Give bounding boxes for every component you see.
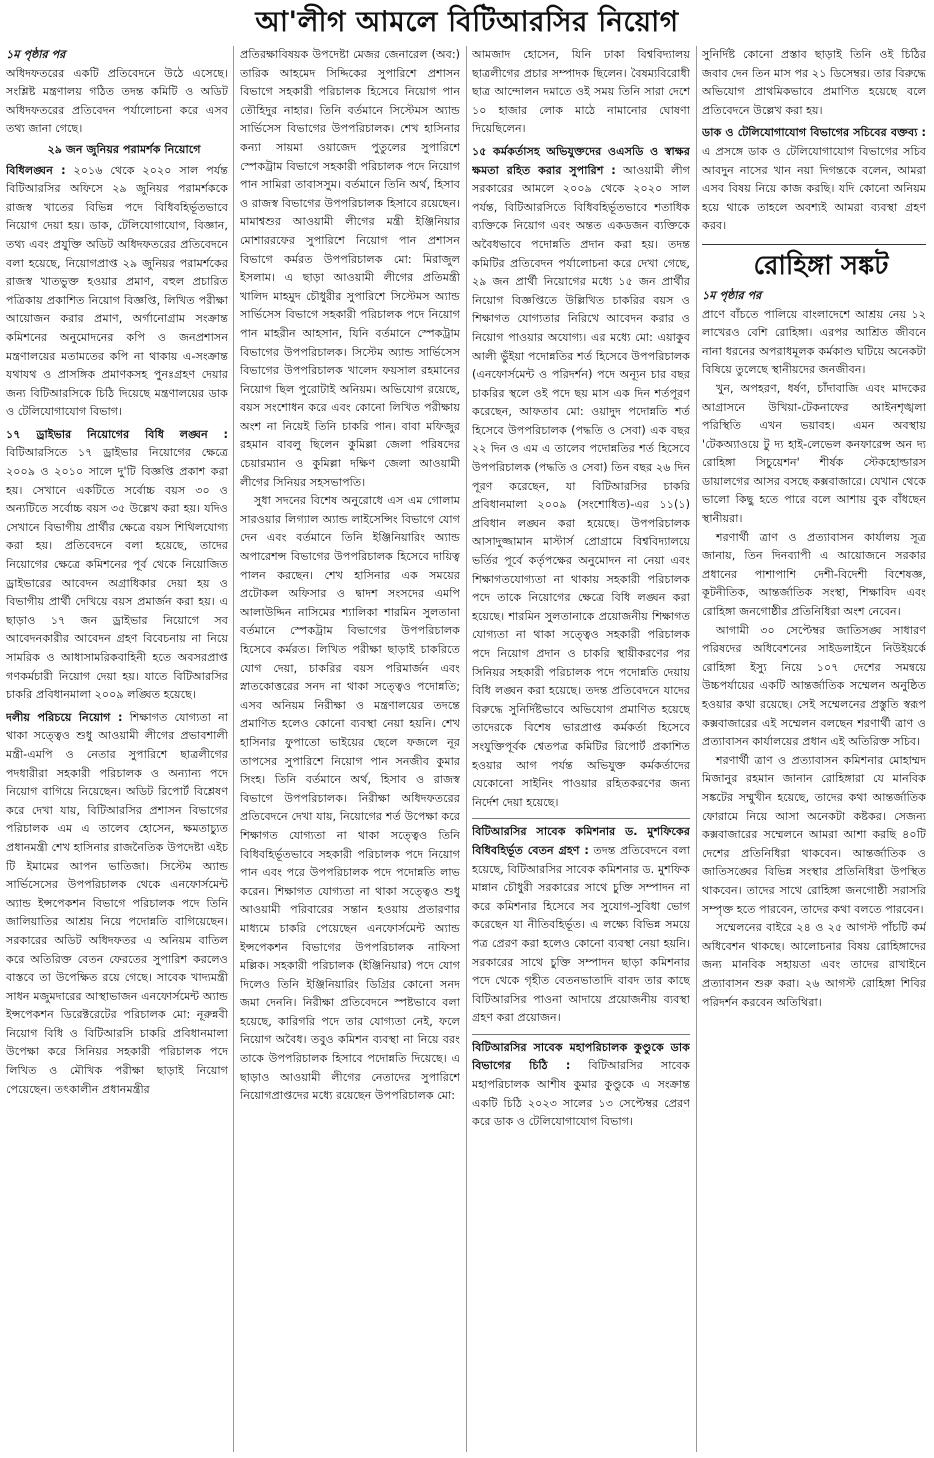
column-divider [233, 46, 234, 1452]
paragraph-text: বিটিআরসিতে ১৭ ড্রাইভার নিয়োগের ক্ষেত্রে ২০০৯ ও ২০১০ সালে দু'টি বিজ্ঞপ্তি প্রকাশ করা হয়। সেখানে একটিতে সর্বোচ্চ বয়স ৩০ ও অন্যটিতে সর্বোচ্চ বয়স ৩৫ উল্লেখ করা হয়। যদিও সেখানে বিভাগীয় প্রার্থীর ক্ষেত্রে বয়স শিথিলযোগ্য করা হয়। প্রতিবেদনে বলা হয়েছে, তাদের নিয়োগের ক্ষেত্রে কমিশনের পূর্ব থেকে নিয়োজিত ড্রাইভারের আবেদন অগ্রাধিকার দেয়া হয় ও বিভাগীয় প্রার্থী দেখিয়ে বয়স প্রমার্জন করা হয়। এ ছাড়াও ১৭ জন ড্রাইভার নিয়োগে সব আবেদনকারীর আবেদন গ্রহণ বিবেচনায় না নিয়ে সামরিক ও আধাসামরিকবাহিনী হতে অবসরপ্রাপ্ত গণকর্মচারী নিয়োগ দেয়া হয়। যাতে বিটিআরসির চাকরি প্রবিধানমালা ২০০৯ লঙ্ঘিত হয়েছে। [6, 446, 228, 702]
headline: আ'লীগ আমলে বিটিআরসির নিয়োগ [255, 5, 679, 38]
column-divider [696, 46, 697, 1452]
article-column-2 [240, 46, 460, 1452]
paragraph [6, 426, 228, 705]
info-box [472, 1034, 690, 1132]
paragraph: প্রাণে বাঁচতে পালিয়ে বাংলাদেশে আশ্রয় নেয় ১২ লাখেরও বেশি রোহিঙ্গা। এরপর আশ্রিত জীবনে নানা ধরনের অপরাধমূলক কর্মকাণ্ড ঘটিয়ে অনেকটা বিষিয়ে তুলেছে স্থানীয়দের জনজীবন। [702, 307, 926, 377]
column-divider [466, 46, 467, 1452]
paragraph: আমজাদ হোসেন, যিনি ঢাকা বিশ্ববিদ্যালয় ছাত্রলীগের প্রচার সম্পাদক ছিলেন। বৈষম্যবিরোধী ছাত্র আন্দোলন দমাতে ওই সময় তিনি সারা দেশে ১০ হাজার লোক মাঠে নামানোর ঘোষণা দিয়েছিলেন। [472, 48, 690, 136]
info-box [472, 818, 690, 1028]
box-heading: বিটিআরসির সাবেক কমিশনার ড. মুশফিকের বিধিবহির্ভূত বেতন গ্রহণ : [472, 825, 690, 857]
paragraph: সম্মেলনের বাইরে ২৪ ও ২৫ আগস্ট পাঁচটি কর্ম অধিবেশন থাকছে। আলোচনার বিষয় রোহিঙ্গাদের জন্য মানবিক সহায়তা এবং তাদের রাখাইনে প্রত্যাবাসন শুরু করা। ২৬ আগস্ট রোহিঙ্গা শিবির পরিদর্শন করবেন অতিথিরা। [702, 921, 926, 1009]
lead-in: ডাক ও টেলিযোগাযোগ বিভাগের সচিবের বক্তব্য : [702, 126, 926, 140]
paragraph [472, 1039, 690, 1132]
paragraph [6, 162, 228, 422]
paragraph: সুনির্দিষ্ট কোনো প্রস্তাব ছাড়াই তিনি ওই চিঠির জবাব দেন তিন মাস পর ২১ ডিসেম্বর। তার বিরুদ্ধে অভিযোগ প্রাথমিকভাবে প্রমাণিত হয়েছে বলে প্রতিবেদনে উল্লেখ করা হয়। [702, 48, 926, 117]
paragraph [6, 709, 228, 1099]
paragraph: প্রতিরক্ষাবিষয়ক উপদেষ্টা মেজর জেনারেল (অব:) তারিক আহমেদ সিদ্দিকের সুপারিশে প্রশাসন বিভাগে সহকারী পরিচালক হিসেবে নিয়োগ পান তৌহিদুর নাহার। তিনি বর্তমানে সিস্টেমস অ্যান্ড সার্ভিসেস বিভাগের উপপরিচালক। শেখ হাসিনার কন্যা সায়মা ওয়াজেদ পুতুলের সুপারিশে স্পেকট্রাম বিভাগে সহকারী পরিচালক পদে নিয়োগ পান সামিরা তাবাসসুম। বর্তমানে তিনি অর্থ, হিসাব ও রাজস্ব বিভাগের উপপরিচালক হিসাবে রয়েছেন। মামাশ্বশুর আওয়ামী লীগের মন্ত্রী ইঞ্জিনিয়ার মোশাররফের সুপারিশে নিয়োগ পান প্রশাসন বিভাগে কর্মরত উপপরিচালক মো: মিরাজুল ইসলাম। এ ছাড়া আওয়ামী লীগের প্রতিমন্ত্রী খালিদ মাহমুদ চৌধুরীর সুপারিশে সিস্টেমস অ্যান্ড সার্ভিসেস বিভাগে সহকারী পরিচালক পদে নিয়োগ পান মাহরীন আহসান, যিনি বর্তমানে স্পেকট্রাম বিভাগের উপপরিচালক। সিস্টেম অ্যান্ড সার্ভিসেস বিভাগের উপপরিচালক খালেদ ফয়সাল রহমানের নিয়োগ ছিল পুরোটাই অনিয়ম। অভিযোগ রয়েছে, বয়স সংশোধন করে এবং কোনো লিখিত পরীক্ষায় অংশ না নিয়েই তিনি চাকরি পান। বাবা মফিজুর রহমান বাবলু ছিলেন কুমিল্লা জেলা পরিষদের চেয়ারম্যান ও কুমিল্লা দক্ষিণ জেলা আওয়ামী লীগের সিনিয়র সহসভাপতি। [240, 48, 460, 489]
paragraph-text: আওয়ামী লীগ সরকারের আমলে ২০০৯ থেকে ২০২০ সাল পর্যন্ত, বিটিআরসিতে বিধিবহির্ভূতভাবে শতাধিক ব্যক্তিকে নিয়োগ এবং অন্তত একডজন ব্যক্তিকে অবৈধভাবে পদোন্নতি প্রদান করা হয়। তদন্ত কমিটির প্রতিবেদন পর্যালোচনা করে দেখা গেছে, ২৯ জন প্রার্থী নিয়োগের মধ্যে ১৫ জন প্রার্থীর নিয়োগ বিজ্ঞপ্তিতে উল্লিখিত চাকরির বয়স ও শিক্ষাগত যোগ্যতার নিরিখে আবেদন করার ও নিয়োগ পাওয়ার অযোগ্য। এর মধ্যে মো: এয়াকুব আলী ভুঁইয়া পদোন্নতির শর্ত হিসেবে উপপরিচালক (এনফোর্সমেন্ট ও পরিদর্শন) পদে অন্যূন চার বছর চাকরির স্থলে ওই পদে ছয় মাস এক দিন শর্তপূরণ করেছেন, আফতাব মো: ওয়াদুদ পদোন্নতি শর্ত হিসেবে উপপরিচালক (পদ্ধতি ও সেবা) এক বছর ২২ দিন ও এম এ তালেব পদোন্নতির শর্ত হিসেবে উপপরিচালক (পদ্ধতি ও সেবা) তিন বছর ২৬ দিন পূরণ করেছেন, যা বিটিআরসির চাকরি প্রবিধানমালা ২০০৯ (সংশোধিত)-এর ১১(১) প্রবিধান লঙ্ঘন করা হয়েছে। উপপরিচালক আসাদুজ্জামান মাস্টার্স প্রোগ্রামে বিশ্ববিদ্যালয়ে ভর্তির পূর্বে কর্তৃপক্ষের অনুমোদন না নেয়া এবং শিক্ষাগতযোগ্যতা না থাকায় সহকারী পরিচালক পদে তাকে নিয়োগের ক্ষেত্রে বিধি লঙ্ঘন করা হয়েছে। শারমিন সুলতানাকে প্রয়োজনীয় শিক্ষাগত যোগ্যতা না থাকা সত্ত্বেও সহকারী পরিচালক পদে নিয়োগ প্রদান ও চাকরি স্থায়ীকরণের পর সিনিয়র সহকারী পরিচালক পদে পদোন্নতি দেয়ায় বিধি লঙ্ঘন করা হয়েছে। তদন্ত প্রতিবেদনে যাদের বিরুদ্ধে সুনির্দিষ্টভাবে অভিযোগ প্রমাণিত হয়েছে তাদেরকে বিশেষ ভারপ্রাপ্ত কর্মকর্তা হিসেবে সংযুক্তিপূর্বক শ্বেতপত্র কমিটির রিপোর্ট প্রকাশিত হওয়ার আগ পর্যন্ত অভিযুক্ত কর্মকর্তাদের যেকোনো সাইনিং পাওয়ার রহিতকরণের জন্য নির্দেশ দেয়া হয়েছে। [472, 163, 690, 809]
paragraph: খুন, অপহরণ, ধর্ষণ, চাঁদাবাজি এবং মাদকের আগ্রাসনে উখিয়া-টেকনাফের আইনশৃঙ্খলা পরিস্থিতি এখন ভয়াবহ। এমন অবস্থায় 'টেকঅ্যাওয়ে টু দ্য হাই-লেভেল কনফারেন্স অন দ্য রোহিঙ্গা সিচুয়েশন' শীর্ষক স্টেকহোল্ডারস ডায়ালগের আসর বসছে কক্সবাজারে। যেখান থেকে ভালো কিছু হতে পারে বলে আশায় বুক বাঁধছেন স্থানীয়রা। [702, 381, 926, 526]
article-column-3 [472, 46, 690, 1452]
paragraph-text: তদন্ত প্রতিবেদনে বলা হয়েছে, বিটিআরসির সাবেক কমিশনার ড. মুশফিক মান্নান চৌধুরী সরকারের সাথে চুক্তি সম্পাদন না করে কমিশনার হিসেবে সব সুযোগ-সুবিধা ভোগ করেছেন যা নীতিবহির্ভূত। এ লক্ষ্যে বিভিন্ন সময়ে পত্র প্রেরণ করা হলেও কোনো ব্যবস্থা নেয়া হয়নি। সরকারের সাথে চুক্তি সম্পাদন ছাড়া কমিশনার পদে থেকে গৃহীত বেতনভাতাদি বাবদ তার কাছে বিটিআরসির পাওনা আদায়ে প্রয়োজনীয় ব্যবস্থা গ্রহণ করা প্রয়োজন। [472, 843, 690, 1025]
lead-in: বিধিলঙ্ঘন : [6, 163, 66, 177]
lead-in: দলীয় পরিচয়ে নিয়োগ : [6, 710, 123, 724]
paragraph-text: এ প্রসঙ্গে ডাক ও টেলিযোগাযোগ বিভাগের সচিব আবদুন নাসের খান নয়া দিগন্তকে বলেন, আমরা এসব বিষয় নিয়ে কাজ করছি। যদি কোনো অনিয়ম হয়ে থাকে তাহলে অবশ্যই আমরা ব্যবস্থা গ্রহণ করব। [702, 144, 926, 233]
paragraph [702, 124, 926, 236]
subheading: ২৯ জন জুনিয়র পরামর্শক নিয়োগে [47, 142, 201, 156]
paragraph [472, 143, 690, 812]
lead-in: ১৭ ড্রাইভার নিয়োগের বিধি লঙ্ঘন : [6, 427, 228, 441]
lead-in: ১৫ কর্মকর্তাসহ অভিযুক্তদের ওএসডি ও স্বাক্ষর ক্ষমতা রহিত করার সুপারিশ : [472, 144, 690, 177]
article-column-1 [6, 46, 228, 1452]
paragraph: শরণার্থী ত্রাণ ও প্রত্যাবাসন কমিশনার মোহাম্মদ মিজানুর রহমান জানান রোহিঙ্গারা যে মানবিক সঙ্কটের সম্মুখীন হয়েছে, তাদের কথা আন্তর্জাতিক ফোরামে নিয়ে আসা অনেকটা কষ্টকর। সেজন্য কক্সবাজারের সম্মেলনে আমরা আশা করছি ৪০টি দেশের প্রতিনিধিরা থাকবেন। আন্তর্জাতিক ও জাতিসঙ্ঘের বিভিন্ন সংস্থার প্রতিনিধিরা উপস্থিত থাকবেন। তাদের সাথে রোহিঙ্গা জনগোষ্ঠী সরাসরি সম্পৃক্ত হতে পারবেন, তাদের কথা বলতে পারবেন। [702, 753, 926, 916]
continued-label: ১ম পৃষ্ঠার পর [702, 288, 762, 302]
paragraph-text: শিক্ষাগত যোগ্যতা না থাকা সত্ত্বেও শুধু আওয়ামী লীগের প্রভাবশালী মন্ত্রী-এমপি ও নেতার সুপারিশে ছাত্রলীগের পদধারীরা সহকারী পরিচালক ও অন্যান্য পদে নিয়োগ বাগিয়ে নিয়েছেন। অডিট রিপোর্ট বিশ্লেষণ করে দেখা যায়, বিটিআরসির প্রশাসন বিভাগের পরিচালক এম এ তালেব হোসেন, ক্ষমতাচ্যুত প্রধানমন্ত্রী শেখ হাসিনার রাজনৈতিক উপদেষ্টা এইচ টি ইমামের আপন ভাতিজা। সিস্টেম অ্যান্ড সার্ভিসেসের উপপরিচালক থেকে এনফোর্সমেন্ট অ্যান্ড ইন্সপেকশন বিভাগে পরিচালক পদে তিনি জালিয়াতির আশ্রয় নিয়ে পদোন্নতি বাগিয়েছেন। সরকারের অডিট অধিদফতর এ অনিয়ম বাতিল করে অতিরিক্ত বেতন ফেরতের সুপারিশ করলেও বাস্তবে তা উপেক্ষিত রয়ে গেছে। সাবেক খাদ্যমন্ত্রী সাধন মজুমদারের আস্থাভাজন এনফোর্সমেন্ট অ্যান্ড ইন্সপেকশন ডিরেক্টরেটের পরিচালক মো: নূরুন্নবী নিয়োগ বিধি ও বিটিআরসি চাকরি প্রবিধানমালা উপেক্ষা করে সিনিয়র সহকারী পরিচালক পদে লিখিত ও মৌখিক পরীক্ষা ছাড়াই নিয়োগ পেয়েছেন। তৎকালীন প্রধানমন্ত্রীর [6, 710, 228, 1096]
paragraph: অধিদফতরের একটি প্রতিবেদনে উঠে এসেছে। সংশ্লিষ্ট মন্ত্রণালয় গঠিত তদন্ত কমিটি ও অডিট অধিদফতরের প্রতিবেদন পর্যালোচনা করে এসব তথ্য জানা গেছে। [6, 66, 228, 136]
paragraph [472, 823, 690, 1028]
box-heading: বিটিআরসির সাবেক মহাপরিচালক কুণ্ডুকে ডাক বিভাগের চিঠি : [472, 1040, 690, 1073]
paragraph-text: ২০১৬ থেকে ২০২০ সাল পর্যন্ত বিটিআরসির অফিসে ২৯ জুনিয়র পরামর্শককে রাজস্ব খাতের বিভিন্ন পদে বিধিবহির্ভূতভাবে নিয়োগ দেয়া হয়। ডাক, টেলিযোগাযোগ, বিজ্ঞান, তথ্য এবং প্রযুক্তি অডিট অধিদফতরের প্রতিবেদনে বলা হয়েছে, নিয়োগপ্রাপ্ত ২৯ জুনিয়র পরামর্শকের রাজস্ব খাতভুক্ত হওয়ার প্রমাণ, বহুল প্রচারিত পত্রিকায় প্রকাশিত নিয়োগ বিজ্ঞপ্তি, লিখিত পরীক্ষা আয়োজন করার প্রমাণ, অর্গানোগ্রাম সংক্রান্ত কমিশনের অনুমোদনের কপি ও জনপ্রশাসন মন্ত্রণালয়ের মতামতের কপি না থাকায় এ-সংক্রান্ত যথাযথ ও প্রাসঙ্গিক প্রমাণকসহ পুনঃগ্রহণ দেয়ার জন্য বিটিআরসিকে চিঠি দিয়েছে মন্ত্রণালয়ের ডাক ও টেলিযোগাযোগ বিভাগ। [6, 163, 228, 419]
paragraph-text: বিটিআরসির সাবেক মহাপরিচালক আশীষ কুমার কুণ্ডুকে এ সংক্রান্ত একটি চিঠি ২০২৩ সালের ১৩ সেপ্টেম্বর প্রেরণ করে ডাক ও টেলিযোগাযোগ বিভাগ। [472, 1059, 690, 1129]
paragraph: আগামী ৩০ সেপ্টেম্বর জাতিসঙ্ঘ সাধারণ পরিষদের অধিবেশনের সাইডলাইনে নিউইয়র্কে রোহিঙ্গা ইস্যু নিয়ে ১০৭ দেশের সমন্বয়ে উচ্চপর্যায়ের একটি আন্তর্জাতিক সম্মেলন অনুষ্ঠিত হওয়ার কথা রয়েছে। সেই সম্মেলনের প্রস্তুতি স্বরূপ কক্সবাজারের এই সম্মেলন বলছেন শরণার্থী ত্রাণ ও প্রত্যাবাসন কার্যালয়ের প্রধান এই অতিরিক্ত সচিব। [702, 623, 926, 749]
continued-label: ১ম পৃষ্ঠার পর [6, 48, 66, 61]
article-column-4 [702, 46, 926, 1452]
paragraph: শরণার্থী ত্রাণ ও প্রত্যাবাসন কার্যালয় সূত্র জানায়, তিন দিনব্যাপী এ আয়োজনে সরকার প্রধানের পাশাপাশি দেশী-বিদেশী বিশেষজ্ঞ, কূটনীতিক, আন্তর্জাতিক সংস্থা, শিক্ষাবিদ এবং রোহিঙ্গা জনগোষ্ঠীর প্রতিনিধিরা অংশ নেবেন। [702, 530, 926, 619]
rohingya-headline: রোহিঙ্গা সঙ্কট [753, 250, 889, 281]
paragraph: সুধা সদনের বিশেষ অনুরোধে এস এম গোলাম সারওয়ার লিগ্যাল অ্যান্ড লাইসেন্সিং বিভাগে যোগ দেন এবং বর্তমানে তিনি ইঞ্জিনিয়ারিং অ্যান্ড অপারেশন্স বিভাগের উপপরিচালক হিসেবে দায়িত্ব পালন করছেন। শেখ হাসিনার এক সময়ের প্রটোকল অফিসার ও দ্বাদশ সংসদের এমপি আলাউদ্দিন নাসিমের শ্যালিকা শারমিন সুলতানা বর্তমানে স্পেকট্রাম বিভাগের উপপরিচালক হিসেবে কর্মরত। লিখিত পরীক্ষা ছাড়াই চাকরিতে যোগ দেয়া, চাকরির বয়স পরিমার্জন এবং স্নাতকোত্তরের সনদ না থাকা সত্ত্বেও পদোন্নতি; এসব অনিয়ম নিরীক্ষা ও মন্ত্রণালয়ের তদন্তে প্রমাণিত হলেও কোনো ব্যবস্থা নেয়া হয়নি। শেখ হাসিনার ফুপাতো ভাইয়ের ছেলে ফজলে নূর তাপসের সুপারিশে নিয়োগ পান সনজীব কুমার সিংহ। তিনি বর্তমানে অর্থ, হিসাব ও রাজস্ব বিভাগে উপপরিচালক। নিরীক্ষা অধিদফতরের প্রতিবেদনে দেখা যায়, নিয়োগের শর্ত উপেক্ষা করে শিক্ষাগত যোগ্যতা না থাকা সত্ত্বেও তিনি বিধিবহির্ভূতভাবে সহকারী পরিচালক পদে নিয়োগ পান এবং পরে উপপরিচালক পদে পদোন্নতি লাভ করেন। শিক্ষাগত যোগ্যতা না থাকা সত্ত্বেও শুধু আওয়ামী পরিবারের সন্তান হওয়ায় প্রতারণার মাধ্যমে চাকরি পেয়েছেন এনফোর্সমেন্ট অ্যান্ড ইন্সপেকশন বিভাগের উপপরিচালক নাফিসা মল্লিক। সহকারী পরিচালক (ইঞ্জিনিয়ার) পদে যোগ দিলেও তিনি ইঞ্জিনিয়ারিং ডিগ্রির কোনো সনদ জমা দেননি। নিরীক্ষা প্রতিবেদনে স্পষ্টভাবে বলা হয়েছে, কারিগরি পদে তার যোগ্যতা নেই, ফলে নিয়োগ অবৈধ। তবুও কমিশন ব্যবস্থা না নিয়ে বরং তাকে উপপরিচালক হিসাবে পদোন্নতি দিয়েছে। এ ছাড়াও আওয়ামী লীগের নেতাদের সুপারিশে নিয়োগপ্রাপ্তদের মধ্যে রয়েছেন উপপরিচালক মো: [240, 494, 460, 1103]
